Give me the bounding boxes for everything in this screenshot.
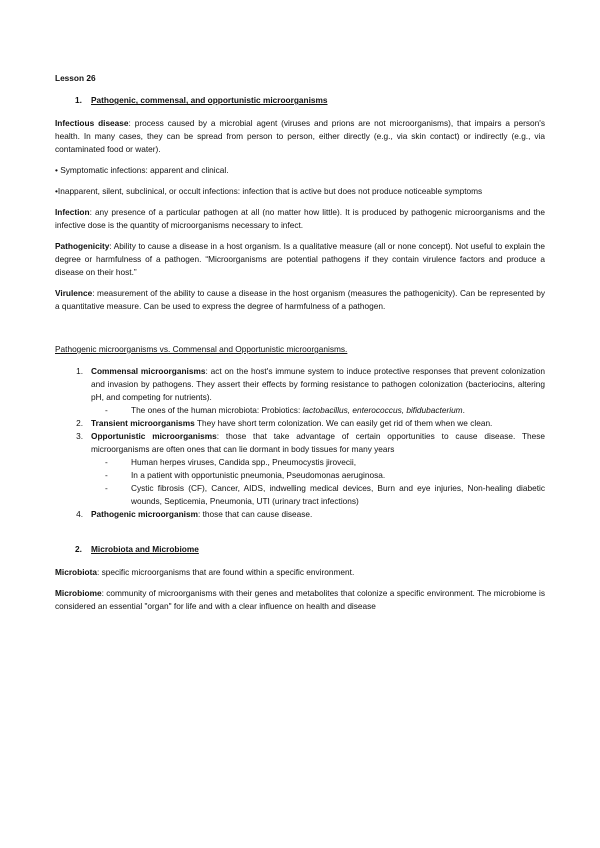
microbiome-term: Microbiome (55, 588, 102, 598)
list-item-content (91, 365, 545, 417)
sublist-item (91, 404, 545, 417)
opportunistic-text: : those that take advantage of certain opportunities to cause disease. These microorganisms are often ones that can lie dormant in body tissues for many years (91, 431, 546, 454)
section-1-number: 1. (75, 95, 82, 105)
list-item (55, 365, 545, 417)
infection-term: Infection (55, 207, 90, 217)
infectious-disease-paragraph (55, 117, 545, 156)
probiotics-species: lactobacillus, enterococcus, bifidubacterium (302, 405, 463, 415)
virulence-text: : measurement of the ability to cause a disease in the host organism (measures the pathogenicity). Can be represented by a quantitative measure. Can be used to express the degree of harmfulness of a pathogen. (55, 288, 545, 311)
list-item-content (91, 508, 545, 521)
list-item-number: 2. (76, 418, 83, 428)
inapparent-paragraph: •Inapparent, silent, subclinical, or occult infections: infection that is active but does not produce noticeable symptoms (55, 186, 483, 196)
list-item (55, 508, 545, 521)
microbiota-paragraph (55, 566, 545, 579)
opportunistic-sublist (91, 456, 545, 508)
pathogenicity-paragraph (55, 240, 545, 279)
sublist-text: Human herpes viruses, Candida spp., Pneumocystis jirovecii, (131, 457, 357, 467)
section-1-heading (55, 94, 545, 107)
list-item-content (91, 417, 545, 430)
microbiome-paragraph (55, 587, 545, 613)
infection-text: : any presence of a particular pathogen at all (no matter how little). It is produced by pathogenic microorganisms and the infective dose is the quantity of microorganisms necessary to infect. (55, 207, 545, 230)
sublist-text: Cystic fibrosis (CF), Cancer, AIDS, indwelling medical devices, Burn and eye injuries, Non-healing diabetic wounds, Septicemia, Pneumonia, UTI (urinary tract infections) (131, 483, 545, 506)
spacer (55, 531, 545, 543)
list-item (55, 430, 545, 508)
probiotics-prefix: The ones of the human microbiota: Probiotics: (131, 405, 303, 415)
list-item-content (91, 430, 545, 508)
document-page (55, 72, 545, 621)
section-2-number: 2. (75, 544, 82, 554)
list-item-number: 1. (76, 366, 83, 376)
section-2-heading (55, 543, 545, 556)
section-1-title: Pathogenic, commensal, and opportunistic microorganisms (91, 95, 328, 105)
microorganism-types-list (55, 365, 545, 521)
microbiota-text: : specific microorganisms that are found within a specific environment. (96, 567, 355, 577)
sublist-text (131, 404, 545, 417)
virulence-term: Virulence (55, 288, 93, 298)
pathogenicity-text: : Ability to cause a disease in a host organism. Is a qualitative measure (all or none concept). Not useful to explain the degree or harmfulness of a pathogen. “Microorganisms are potential pathogens if they contain virulence factors and produce a disease on their host.” (55, 241, 545, 277)
pathogenic-text: : those that can cause disease. (197, 509, 313, 519)
list-item (55, 417, 545, 430)
comparison-heading: Pathogenic microorganisms vs. Commensal and Opportunistic microorganisms. (55, 344, 348, 354)
infectious-disease-term: Infectious disease (55, 118, 129, 128)
lesson-title: Lesson 26 (55, 73, 96, 83)
pathogenicity-term: Pathogenicity (55, 241, 110, 251)
probiotics-suffix: . (462, 405, 465, 415)
commensal-term: Commensal microorganisms (91, 366, 206, 376)
sublist-item (91, 469, 545, 482)
dash-bullet: - (105, 457, 108, 467)
dash-bullet: - (105, 405, 108, 415)
commensal-sublist (91, 404, 545, 417)
infectious-disease-text: : process caused by a microbial agent (viruses and prions are not microorganisms), that impairs a person's health. In many cases, they can be spread from person to person, either directly (e.g., via skin contact) or indirectly (e.g., via contaminated food or water). (55, 118, 545, 154)
list-item-number: 4. (76, 509, 83, 519)
sublist-item (91, 482, 545, 508)
sublist-text: In a patient with opportunistic pneumonia, Pseudomonas aeruginosa. (131, 470, 386, 480)
section-2-title: Microbiota and Microbiome (91, 544, 199, 554)
infection-paragraph (55, 206, 545, 232)
opportunistic-term: Opportunistic microorganisms (91, 431, 217, 441)
commensal-text: : act on the host's immune system to induce protective responses that prevent colonization and invasion by pathogens. They assert their effects by forming resistance to pathogen colonization (bacteriocins, altering pH, and competing for nutrients). (91, 366, 545, 402)
list-item-number: 3. (76, 431, 83, 441)
microbiome-text: : community of microorganisms with their genes and metabolites that colonize a specific environment. The microbiome is considered an essential "organ" for life and with a clear influence on health and disease (55, 588, 545, 611)
virulence-paragraph (55, 287, 545, 313)
spacer (55, 321, 545, 343)
transient-text: They have short term colonization. We can easily get rid of them when we clean. (194, 418, 493, 428)
sublist-item (91, 456, 545, 469)
symptomatic-paragraph: • Symptomatic infections: apparent and clinical. (55, 165, 229, 175)
transient-term: Transient microorganisms (91, 418, 195, 428)
microbiota-term: Microbiota (55, 567, 97, 577)
dash-bullet: - (105, 470, 108, 480)
dash-bullet: - (105, 483, 108, 493)
pathogenic-term: Pathogenic microorganism (91, 509, 198, 519)
